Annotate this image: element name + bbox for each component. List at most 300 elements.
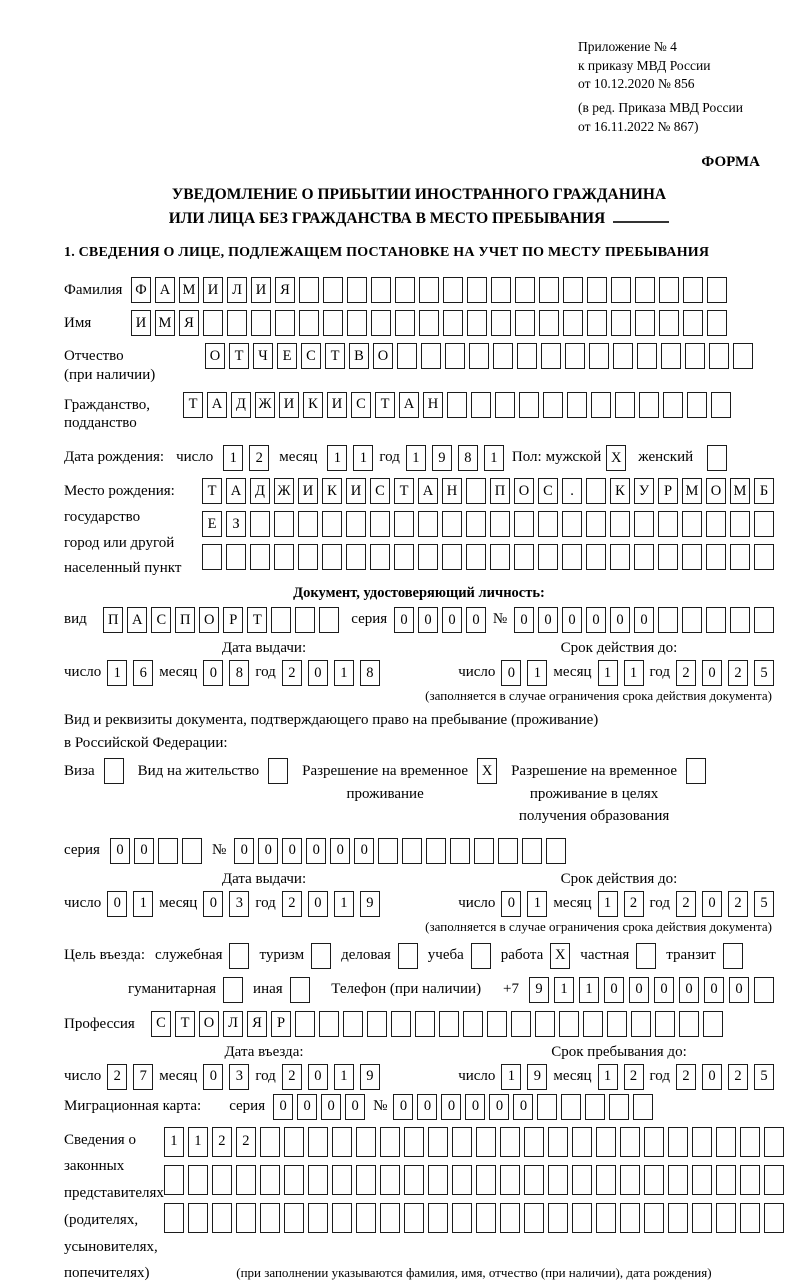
- entry-date-header: Дата въезда:: [224, 1043, 304, 1060]
- char-box: [591, 392, 611, 418]
- char-box: [378, 838, 398, 864]
- birth-day-boxes: [223, 445, 269, 471]
- field-representatives: [64, 1127, 774, 1283]
- char-box: 0: [258, 838, 278, 864]
- char-box: [764, 1165, 784, 1195]
- char-box: [685, 343, 705, 369]
- char-box: [663, 392, 683, 418]
- char-box: 0: [308, 891, 328, 917]
- char-box: [347, 310, 367, 336]
- char-box: 0: [489, 1094, 509, 1120]
- char-box: [491, 310, 511, 336]
- char-box: Л: [223, 1011, 243, 1037]
- purpose-study: учеба: [428, 943, 491, 969]
- char-box: 0: [466, 607, 486, 633]
- permit-option-visa: Виза: [64, 758, 124, 784]
- char-box: 0: [654, 977, 674, 1003]
- sex-female-label: женский: [638, 449, 694, 466]
- char-box: З: [226, 511, 246, 537]
- permit-option-temp-residence: Разрешение на временное проживание X: [302, 758, 497, 805]
- char-box: [683, 277, 703, 303]
- char-box: [490, 511, 510, 537]
- char-box: А: [399, 392, 419, 418]
- char-box: [476, 1203, 496, 1233]
- title-line-1: УВЕДОМЛЕНИЕ О ПРИБЫТИИ ИНОСТРАННОГО ГРАЖДАНИНА: [171, 186, 667, 204]
- identity-issue-month: [203, 660, 249, 686]
- identity-valid-year: [676, 660, 774, 686]
- char-box: И: [346, 478, 366, 504]
- char-box: Т: [183, 392, 203, 418]
- char-box: 2: [676, 1064, 696, 1090]
- char-box: 2: [107, 1064, 127, 1090]
- char-box: [308, 1165, 328, 1195]
- field-surname: [64, 277, 774, 303]
- char-box: [613, 343, 633, 369]
- visa-checkbox: [104, 758, 124, 784]
- char-box: [611, 277, 631, 303]
- char-box: 0: [134, 838, 154, 864]
- char-box: [332, 1203, 352, 1233]
- char-box: М: [155, 310, 175, 336]
- char-box: [370, 511, 390, 537]
- permit-valid-day: [501, 891, 547, 917]
- char-box: [548, 1203, 568, 1233]
- char-box: К: [610, 478, 630, 504]
- char-box: 2: [624, 891, 644, 917]
- char-box: [754, 607, 774, 633]
- char-box: О: [514, 478, 534, 504]
- sex-male-label: мужской: [545, 449, 602, 466]
- char-box: [299, 277, 319, 303]
- char-box: О: [706, 478, 726, 504]
- char-box: 0: [107, 891, 127, 917]
- char-box: [567, 392, 587, 418]
- char-box: [380, 1165, 400, 1195]
- purpose-work: работа X: [501, 943, 571, 969]
- char-box: Р: [271, 1011, 291, 1037]
- birth-month-boxes: [327, 445, 373, 471]
- char-box: [524, 1203, 544, 1233]
- char-box: [740, 1127, 760, 1157]
- char-box: [548, 1165, 568, 1195]
- char-box: [394, 544, 414, 570]
- representatives-label: Сведения о законных представителях (родителях, усыновителях, попечителях): [64, 1131, 164, 1282]
- char-box: [659, 310, 679, 336]
- char-box: [380, 1127, 400, 1157]
- char-box: [615, 392, 635, 418]
- char-box: [589, 343, 609, 369]
- purpose-private: частная: [580, 943, 656, 969]
- field-citizenship: [64, 392, 774, 434]
- char-box: [655, 1011, 675, 1037]
- char-box: [445, 343, 465, 369]
- purpose-official: служебная: [155, 943, 250, 969]
- char-box: С: [151, 1011, 171, 1037]
- char-box: Ж: [255, 392, 275, 418]
- char-box: [682, 544, 702, 570]
- char-box: [548, 1127, 568, 1157]
- char-box: [182, 838, 202, 864]
- purpose-transit: транзит: [666, 943, 742, 969]
- char-box: [683, 310, 703, 336]
- sex-label: Пол:: [511, 449, 542, 466]
- entry-year: [282, 1064, 380, 1090]
- char-box: [343, 1011, 363, 1037]
- char-box: [537, 1094, 557, 1120]
- char-box: [706, 544, 726, 570]
- phone-prefix: +7: [503, 980, 519, 997]
- surname-label: Фамилия: [64, 282, 123, 299]
- char-box: [517, 343, 537, 369]
- appendix-line: от 10.12.2020 № 856: [578, 76, 695, 92]
- char-box: [668, 1203, 688, 1233]
- identity-issue-header: Дата выдачи:: [221, 640, 307, 657]
- char-box: [586, 511, 606, 537]
- char-box: [730, 607, 750, 633]
- char-box: [322, 511, 342, 537]
- char-box: [563, 310, 583, 336]
- char-box: [188, 1165, 208, 1195]
- study-checkbox: [471, 943, 491, 969]
- profession-boxes: [151, 1011, 723, 1037]
- char-box: [539, 277, 559, 303]
- month-label: месяц: [279, 449, 318, 466]
- char-box: [380, 1203, 400, 1233]
- char-box: 1: [188, 1127, 208, 1157]
- char-box: Т: [394, 478, 414, 504]
- char-box: И: [279, 392, 299, 418]
- char-box: [586, 544, 606, 570]
- char-box: [469, 343, 489, 369]
- sex-male-checkbox: X: [606, 445, 626, 471]
- char-box: [716, 1203, 736, 1233]
- char-box: 0: [465, 1094, 485, 1120]
- char-box: [572, 1203, 592, 1233]
- char-box: [419, 310, 439, 336]
- char-box: 0: [354, 838, 374, 864]
- char-box: 0: [308, 1064, 328, 1090]
- char-box: [356, 1203, 376, 1233]
- char-box: [442, 511, 462, 537]
- representatives-note: (при заполнении указываются фамилия, имя, отчество (при наличии), дата рождения): [236, 1264, 712, 1280]
- char-box: 1: [579, 977, 599, 1003]
- char-box: [561, 1094, 581, 1120]
- char-box: Н: [442, 478, 462, 504]
- char-box: [511, 1011, 531, 1037]
- char-box: 1: [334, 1064, 354, 1090]
- char-box: А: [418, 478, 438, 504]
- char-box: [586, 478, 606, 504]
- char-box: 2: [282, 891, 302, 917]
- char-box: [371, 277, 391, 303]
- identity-vid-label: вид: [64, 611, 87, 628]
- birthplace-boxes-row1: [202, 478, 774, 504]
- char-box: Н: [423, 392, 443, 418]
- char-box: [609, 1094, 629, 1120]
- char-box: И: [203, 277, 223, 303]
- char-box: [236, 1165, 256, 1195]
- char-box: [226, 544, 246, 570]
- char-box: С: [370, 478, 390, 504]
- permit-issue-header: Дата выдачи:: [221, 870, 307, 887]
- char-box: [447, 392, 467, 418]
- char-box: [308, 1127, 328, 1157]
- char-box: [395, 310, 415, 336]
- char-box: [543, 392, 563, 418]
- representatives-boxes-row1: [164, 1127, 784, 1157]
- char-box: [322, 544, 342, 570]
- char-box: 2: [728, 660, 748, 686]
- char-box: [299, 310, 319, 336]
- birth-year-boxes: [406, 445, 504, 471]
- char-box: [658, 511, 678, 537]
- char-box: Р: [223, 607, 243, 633]
- identity-number-label: №: [492, 611, 508, 628]
- char-box: [679, 1011, 699, 1037]
- char-box: 1: [624, 660, 644, 686]
- char-box: А: [226, 478, 246, 504]
- char-box: [203, 310, 223, 336]
- char-box: [275, 310, 295, 336]
- char-box: [250, 511, 270, 537]
- char-box: С: [351, 392, 371, 418]
- char-box: 1: [327, 445, 347, 471]
- char-box: 2: [728, 891, 748, 917]
- char-box: [323, 310, 343, 336]
- char-box: [476, 1165, 496, 1195]
- char-box: [467, 310, 487, 336]
- char-box: 0: [234, 838, 254, 864]
- char-box: [754, 977, 774, 1003]
- char-box: [452, 1203, 472, 1233]
- char-box: [740, 1165, 760, 1195]
- edition-line: (в ред. Приказа МВД России: [578, 99, 743, 115]
- char-box: 0: [417, 1094, 437, 1120]
- char-box: 2: [236, 1127, 256, 1157]
- permit-issue-month: [203, 891, 249, 917]
- char-box: 1: [406, 445, 426, 471]
- char-box: [711, 392, 731, 418]
- char-box: [633, 1094, 653, 1120]
- char-box: [730, 511, 750, 537]
- char-box: [428, 1203, 448, 1233]
- char-box: [419, 277, 439, 303]
- char-box: 0: [441, 1094, 461, 1120]
- char-box: 0: [442, 607, 462, 633]
- char-box: 0: [729, 977, 749, 1003]
- char-box: [394, 511, 414, 537]
- char-box: [572, 1127, 592, 1157]
- identity-date-headers: [64, 640, 774, 657]
- char-box: [474, 838, 494, 864]
- char-box: Д: [250, 478, 270, 504]
- char-box: [391, 1011, 411, 1037]
- char-box: 5: [754, 660, 774, 686]
- char-box: 0: [308, 660, 328, 686]
- firstname-boxes: [131, 310, 727, 336]
- char-box: [346, 511, 366, 537]
- char-box: 5: [754, 1064, 774, 1090]
- identity-doc-heading: Документ, удостоверяющий личность:: [293, 585, 545, 602]
- identity-vid-boxes: [103, 607, 339, 633]
- edition-line: от 16.11.2022 № 867): [578, 118, 699, 134]
- migration-seria-label: серия: [229, 1097, 266, 1114]
- char-box: 0: [513, 1094, 533, 1120]
- char-box: 0: [679, 977, 699, 1003]
- entry-month: [203, 1064, 249, 1090]
- appendix-block: [578, 38, 774, 136]
- char-box: [716, 1127, 736, 1157]
- char-box: Я: [275, 277, 295, 303]
- identity-seria-boxes: [394, 607, 486, 633]
- char-box: [637, 343, 657, 369]
- char-box: [418, 544, 438, 570]
- char-box: И: [327, 392, 347, 418]
- char-box: 0: [634, 607, 654, 633]
- char-box: [450, 838, 470, 864]
- char-box: 1: [527, 891, 547, 917]
- char-box: [565, 343, 585, 369]
- char-box: 9: [529, 977, 549, 1003]
- char-box: [546, 838, 566, 864]
- char-box: 0: [306, 838, 326, 864]
- citizenship-label: Гражданство, подданство: [64, 396, 151, 432]
- char-box: А: [207, 392, 227, 418]
- char-box: И: [298, 478, 318, 504]
- char-box: М: [179, 277, 199, 303]
- field-profession: [64, 1011, 774, 1037]
- char-box: 8: [458, 445, 478, 471]
- char-box: [596, 1127, 616, 1157]
- profession-label: Профессия: [64, 1015, 135, 1032]
- birthdate-label: Дата рождения:: [64, 449, 165, 466]
- char-box: 0: [394, 607, 414, 633]
- char-box: 0: [586, 607, 606, 633]
- char-box: 9: [527, 1064, 547, 1090]
- char-box: [644, 1203, 664, 1233]
- char-box: [356, 1165, 376, 1195]
- char-box: 1: [334, 891, 354, 917]
- char-box: 2: [249, 445, 269, 471]
- char-box: [585, 1094, 605, 1120]
- char-box: В: [349, 343, 369, 369]
- char-box: [539, 310, 559, 336]
- char-box: 1: [598, 891, 618, 917]
- char-box: Е: [277, 343, 297, 369]
- char-box: 5: [754, 891, 774, 917]
- stay-year: [676, 1064, 774, 1090]
- char-box: 0: [702, 660, 722, 686]
- char-box: [274, 511, 294, 537]
- char-box: 0: [604, 977, 624, 1003]
- entry-date-headers: [64, 1044, 774, 1061]
- char-box: [284, 1203, 304, 1233]
- char-box: [397, 343, 417, 369]
- char-box: 0: [321, 1094, 341, 1120]
- char-box: 0: [203, 660, 223, 686]
- char-box: [466, 511, 486, 537]
- char-box: [703, 1011, 723, 1037]
- char-box: [356, 1127, 376, 1157]
- char-box: [202, 544, 222, 570]
- char-box: [284, 1127, 304, 1157]
- page-title: [64, 183, 774, 231]
- char-box: [661, 343, 681, 369]
- char-box: [562, 544, 582, 570]
- field-patronymic: [64, 343, 774, 385]
- char-box: [682, 511, 702, 537]
- char-box: [668, 1127, 688, 1157]
- title-line-2: ИЛИ ЛИЦА БЕЗ ГРАЖДАНСТВА В МЕСТО ПРЕБЫВАНИЯ: [64, 207, 774, 231]
- char-box: С: [301, 343, 321, 369]
- char-box: Ч: [253, 343, 273, 369]
- char-box: К: [322, 478, 342, 504]
- char-box: [587, 310, 607, 336]
- char-box: [634, 511, 654, 537]
- char-box: [562, 511, 582, 537]
- char-box: [298, 511, 318, 537]
- char-box: [467, 277, 487, 303]
- char-box: О: [199, 607, 219, 633]
- char-box: [487, 1011, 507, 1037]
- char-box: [596, 1165, 616, 1195]
- char-box: [466, 478, 486, 504]
- char-box: А: [127, 607, 147, 633]
- char-box: Д: [231, 392, 251, 418]
- char-box: 0: [501, 891, 521, 917]
- char-box: 1: [598, 660, 618, 686]
- permit-seria-label: серия: [64, 841, 100, 858]
- char-box: [298, 544, 318, 570]
- char-box: [524, 1127, 544, 1157]
- char-box: [395, 277, 415, 303]
- entry-day: [107, 1064, 153, 1090]
- char-box: О: [205, 343, 225, 369]
- char-box: 1: [164, 1127, 184, 1157]
- char-box: 2: [282, 660, 302, 686]
- char-box: Р: [658, 478, 678, 504]
- char-box: [639, 392, 659, 418]
- migration-number-label: №: [373, 1097, 388, 1114]
- char-box: [709, 343, 729, 369]
- permit-option-education-residence: Разрешение на временное проживание в целях получения образования: [511, 758, 706, 828]
- char-box: [692, 1165, 712, 1195]
- char-box: [611, 310, 631, 336]
- char-box: [587, 277, 607, 303]
- day-label: число: [176, 449, 214, 466]
- char-box: К: [303, 392, 323, 418]
- char-box: 3: [229, 1064, 249, 1090]
- char-box: [716, 1165, 736, 1195]
- birthplace-label: Место рождения: государство город или другой населенный пункт: [64, 483, 182, 577]
- permit-valid-month: [598, 891, 644, 917]
- char-box: [519, 392, 539, 418]
- char-box: [635, 310, 655, 336]
- char-box: [452, 1127, 472, 1157]
- char-box: [515, 277, 535, 303]
- char-box: [442, 544, 462, 570]
- char-box: Т: [175, 1011, 195, 1037]
- char-box: [428, 1165, 448, 1195]
- char-box: [572, 1165, 592, 1195]
- char-box: [500, 1127, 520, 1157]
- char-box: [371, 310, 391, 336]
- char-box: Я: [179, 310, 199, 336]
- char-box: [250, 544, 270, 570]
- stay-day: [501, 1064, 547, 1090]
- char-box: Т: [229, 343, 249, 369]
- char-box: [692, 1203, 712, 1233]
